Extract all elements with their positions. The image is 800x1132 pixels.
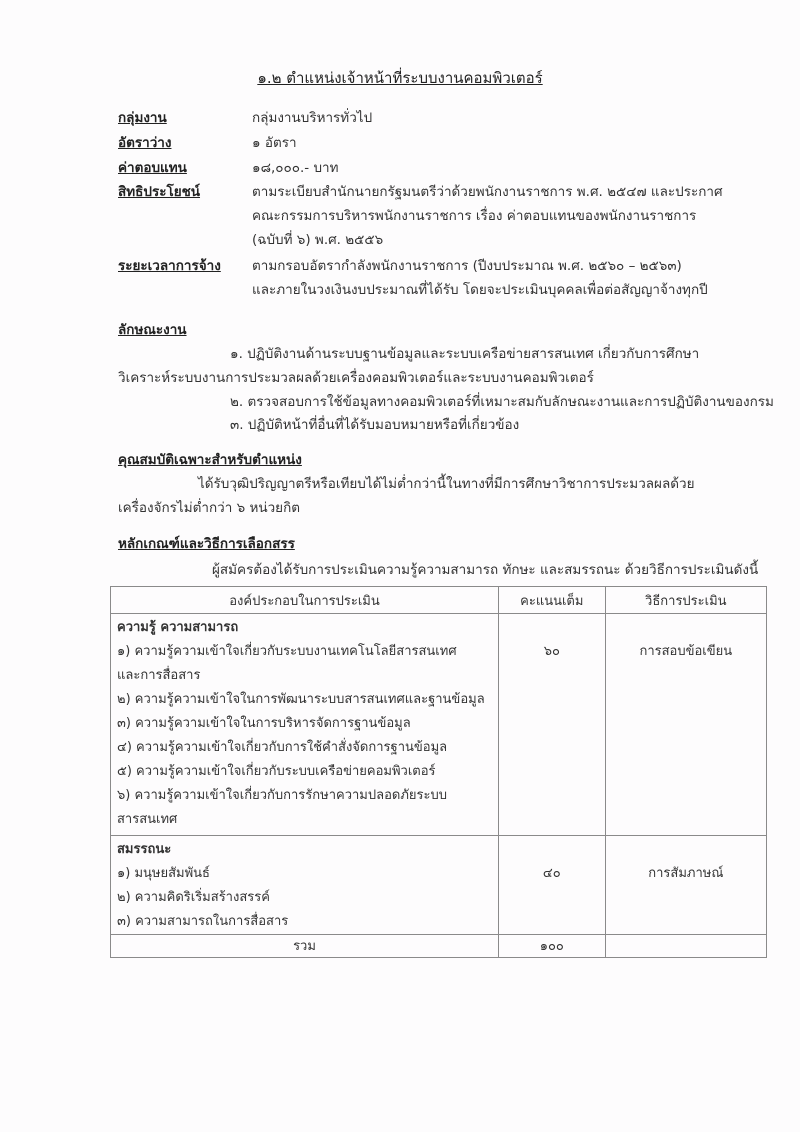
knowledge-item: ๖) ความรู้ความเข้าใจเกี่ยวกับการรักษาความปลอดภัยระบบ xyxy=(117,788,447,803)
group-label: กลุ่มงาน xyxy=(118,110,167,126)
competency-title: สมรรถนะ xyxy=(117,842,172,857)
job-item-1-line-2: วิเคราะห์ระบบงานการประมวลผลด้วยเครื่องคอมพิวเตอร์และระบบงานคอมพิวเตอร์ xyxy=(118,370,594,386)
selection-heading: หลักเกณฑ์และวิธีการเลือกสรร xyxy=(118,536,295,552)
table-row-knowledge xyxy=(111,614,767,836)
knowledge-item: ๓) ความรู้ความเข้าใจในการบริหารจัดการฐานข้อมูล xyxy=(117,716,411,731)
job-item-3: ๓. ปฏิบัติหน้าที่อื่นที่ได้รับมอบหมายหรือที่เกี่ยวข้อง xyxy=(230,417,520,433)
header-method: วิธีการประเมิน xyxy=(605,587,766,614)
benefits-line-2: คณะกรรมการบริหารพนักงานราชการ เรื่อง ค่าตอบแทนของพนักงานราชการ xyxy=(252,208,697,224)
salary-value: ๑๘,๐๐๐.- บาท xyxy=(252,160,339,176)
benefits-label: สิทธิประโยชน์ xyxy=(118,184,201,200)
header-full-score: คะแนนเต็ม xyxy=(498,587,605,614)
employment-period-label: ระยะเวลาการจ้าง xyxy=(118,258,221,274)
knowledge-score xyxy=(498,614,605,836)
knowledge-cell xyxy=(111,614,499,836)
benefits-line-3: (ฉบับที่ ๖) พ.ศ. ๒๕๕๖ xyxy=(252,232,384,248)
qualifications-line-2: เครื่องจักรไม่ต่ำกว่า ๖ หน่วยกิต xyxy=(118,500,301,516)
total-score: ๑๐๐ xyxy=(498,935,605,958)
table-row-total xyxy=(111,935,767,958)
competency-score xyxy=(498,836,605,935)
competency-item: ๑) มนุษยสัมพันธ์ xyxy=(117,866,210,881)
evaluation-table xyxy=(110,586,767,958)
knowledge-item: ๒) ความรู้ความเข้าใจในการพัฒนาระบบสารสนเทศและฐานข้อมูล xyxy=(117,692,485,707)
selection-intro: ผู้สมัครต้องได้รับการประเมินความรู้ความสามารถ ทักษะ และสมรรถนะ ด้วยวิธีการประเมินดังนี้ xyxy=(212,562,759,578)
group-value: กลุ่มงานบริหารทั่วไป xyxy=(252,110,373,126)
competency-method xyxy=(605,836,766,935)
knowledge-item: ๕) ความรู้ความเข้าใจเกี่ยวกับระบบเครือข่ายคอมพิวเตอร์ xyxy=(117,764,436,779)
knowledge-method xyxy=(605,614,766,836)
table-header-row xyxy=(111,587,767,614)
employment-period-line-2: และภายในวงเงินงบประมาณที่ได้รับ โดยจะประเมินบุคคลเพื่อต่อสัญญาจ้างทุกปี xyxy=(252,282,708,298)
competency-method-value: การสัมภาษณ์ xyxy=(648,866,724,881)
page-title: ๑.๒ ตำแหน่งเจ้าหน้าที่ระบบงานคอมพิวเตอร์ xyxy=(257,69,543,87)
qualifications-line-1: ได้รับวุฒิปริญญาตรีหรือเทียบได้ไม่ต่ำกว่านี้ในทางที่มีการศึกษาวิชาการประมวลผลด้วย xyxy=(198,476,695,492)
knowledge-title: ความรู้ ความสามารถ xyxy=(117,620,239,635)
competency-score-value: ๔๐ xyxy=(542,866,561,881)
benefits-line-1: ตามระเบียบสำนักนายกรัฐมนตรีว่าด้วยพนักงานราชการ พ.ศ. ๒๕๔๗ และประกาศ xyxy=(252,184,723,200)
total-method xyxy=(605,935,766,958)
competency-item: ๒) ความคิดริเริ่มสร้างสรรค์ xyxy=(117,890,270,905)
qualifications-heading: คุณสมบัติเฉพาะสำหรับตำแหน่ง xyxy=(118,452,302,468)
knowledge-item: ๑) ความรู้ความเข้าใจเกี่ยวกับระบบงานเทคโนโลยีสารสนเทศ xyxy=(117,644,457,659)
job-description-heading: ลักษณะงาน xyxy=(118,322,187,338)
knowledge-method-value: การสอบข้อเขียน xyxy=(639,644,733,659)
knowledge-item: และการสื่อสาร xyxy=(117,668,201,683)
job-item-2: ๒. ตรวจสอบการใช้ข้อมูลทางคอมพิวเตอร์ที่เหมาะสมกับลักษณะงานและการปฏิบัติงานของกรม xyxy=(230,394,774,410)
knowledge-score-value: ๖๐ xyxy=(543,644,560,659)
total-label: รวม xyxy=(111,935,499,958)
vacancy-value: ๑ อัตรา xyxy=(252,135,297,151)
knowledge-item: ๔) ความรู้ความเข้าใจเกี่ยวกับการใช้คำสั่งจัดการฐานข้อมูล xyxy=(117,740,448,755)
knowledge-item: สารสนเทศ xyxy=(117,812,178,827)
table-row-competency xyxy=(111,836,767,935)
header-components: องค์ประกอบในการประเมิน xyxy=(111,587,499,614)
competency-cell xyxy=(111,836,499,935)
employment-period-line-1: ตามกรอบอัตรากำลังพนักงานราชการ (ปีงบประมาณ พ.ศ. ๒๕๖๐ – ๒๕๖๓) xyxy=(252,258,682,274)
competency-item: ๓) ความสามารถในการสื่อสาร xyxy=(117,914,289,929)
job-item-1-line-1: ๑. ปฏิบัติงานด้านระบบฐานข้อมูลและระบบเครือข่ายสารสนเทศ เกี่ยวกับการศึกษา xyxy=(230,346,700,362)
vacancy-label: อัตราว่าง xyxy=(118,135,172,151)
salary-label: ค่าตอบแทน xyxy=(118,160,187,176)
